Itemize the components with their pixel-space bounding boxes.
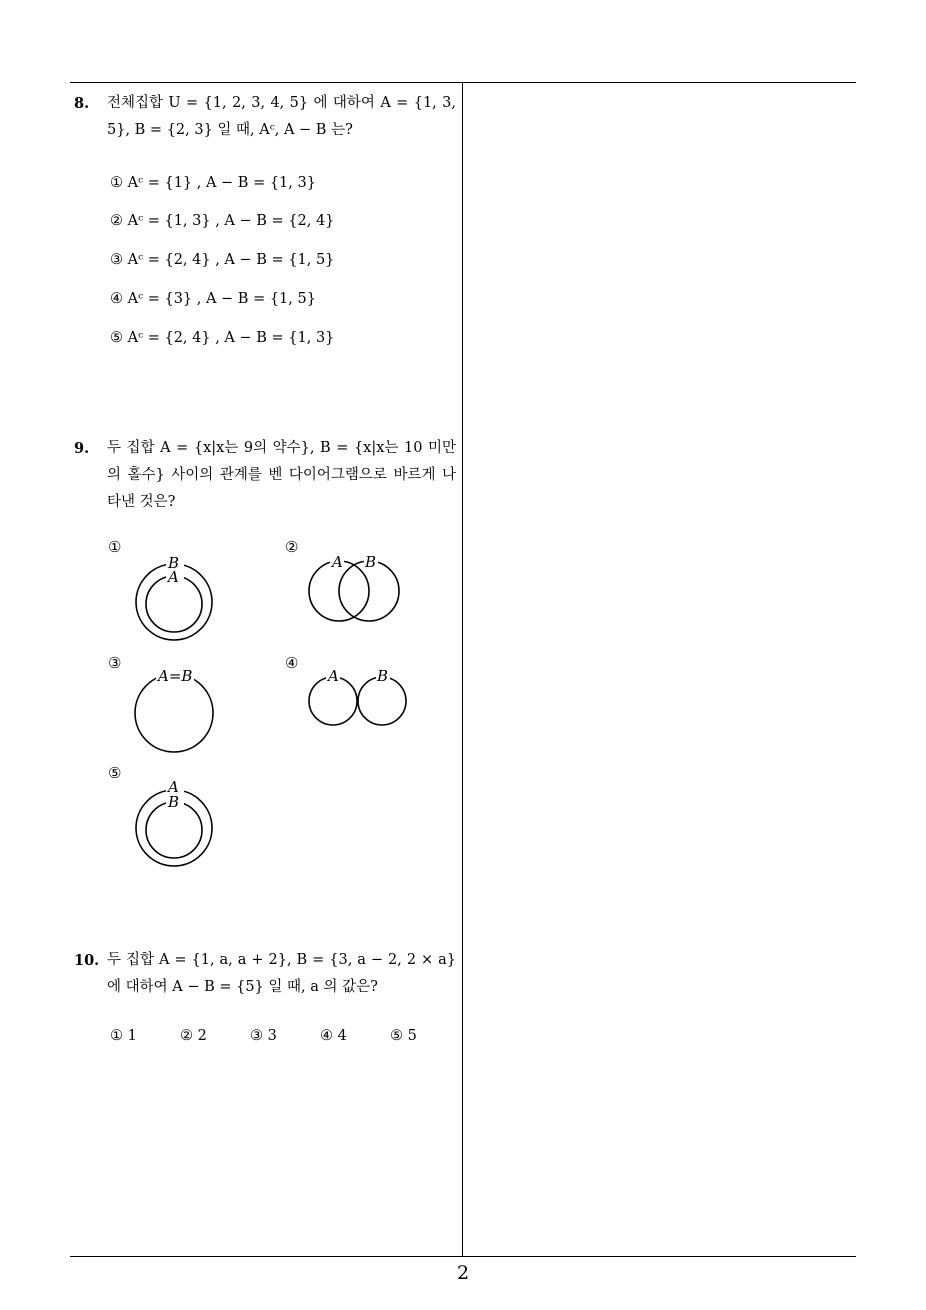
set-label: A xyxy=(332,553,343,571)
option-3[interactable]: ③ 3 xyxy=(250,1028,277,1044)
set-label: B xyxy=(377,667,389,685)
option-1[interactable]: ① 1 xyxy=(110,1028,137,1044)
set-label: A xyxy=(168,568,179,586)
choice-marker: ⑤ xyxy=(108,764,122,782)
choice-marker: ④ xyxy=(285,654,299,672)
question-8 xyxy=(74,90,456,346)
question-number: 10. xyxy=(74,952,100,969)
venn-diagram xyxy=(300,664,415,734)
top-rule xyxy=(70,82,856,83)
set-label: B xyxy=(168,793,180,811)
question-10 xyxy=(74,947,456,1001)
question-text: 전체집합 U = {1, 2, 3, 4, 5} 에 대하여 A = {1, 3, 5}, B = {2, 3} 일 때, Aᶜ, A − B 는? xyxy=(107,95,456,138)
option-5[interactable]: ⑤ Aᶜ = {2, 4} , A − B = {1, 3} xyxy=(110,330,335,346)
venn-diagram xyxy=(300,550,410,630)
set-label: A xyxy=(328,667,339,685)
option-5[interactable]: ⑤ 5 xyxy=(390,1028,417,1044)
option-4[interactable]: ④ 4 xyxy=(320,1028,347,1044)
column-divider xyxy=(462,82,463,1257)
set-label: B xyxy=(168,554,180,572)
venn-diagram xyxy=(120,664,230,759)
bottom-rule xyxy=(70,1256,856,1257)
set-label: A=B xyxy=(158,667,193,685)
choice-marker: ③ xyxy=(108,654,122,672)
set-label: A xyxy=(168,778,179,796)
option-3[interactable]: ③ Aᶜ = {2, 4} , A − B = {1, 5} xyxy=(110,252,335,268)
question-number: 8. xyxy=(74,95,90,112)
venn-diagram xyxy=(120,776,230,876)
option-2[interactable]: ② 2 xyxy=(180,1028,207,1044)
set-label: B xyxy=(365,553,377,571)
option-2[interactable]: ② Aᶜ = {1, 3} , A − B = {2, 4} xyxy=(110,213,335,229)
question-number: 9. xyxy=(74,440,90,457)
choice-marker: ① xyxy=(108,538,122,556)
option-4[interactable]: ④ Aᶜ = {3} , A − B = {1, 5} xyxy=(110,291,316,307)
venn-diagram xyxy=(120,550,230,650)
page-number: 2 xyxy=(456,1262,470,1284)
question-text: 두 집합 A = {1, a, a + 2}, B = {3, a − 2, 2 × a} 에 대하여 A − B = {5} 일 때, a 의 값은? xyxy=(107,952,456,995)
option-1[interactable]: ① Aᶜ = {1} , A − B = {1, 3} xyxy=(110,175,316,191)
choice-marker: ② xyxy=(285,538,299,556)
question-9 xyxy=(74,435,456,516)
question-text: 두 집합 A = {x|x는 9의 약수}, B = {x|x는 10 미만의 홀수} 사이의 관계를 벤 다이어그램으로 바르게 나타낸 것은? xyxy=(107,440,456,510)
